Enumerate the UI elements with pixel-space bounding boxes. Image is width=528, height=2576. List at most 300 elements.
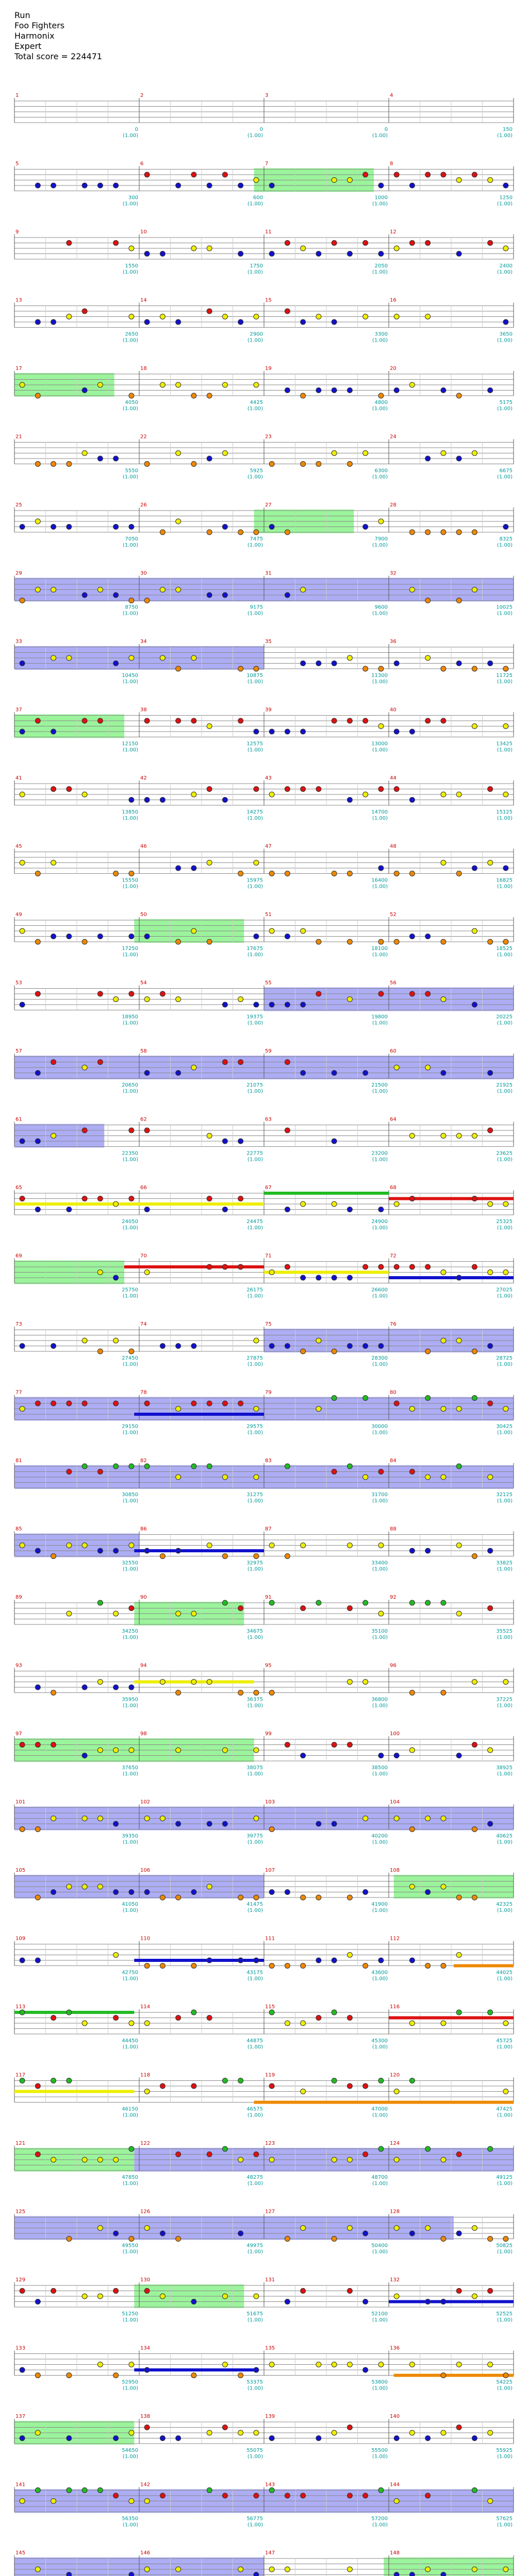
note-gem [456,871,461,876]
note-gem [67,787,72,792]
measure-multiplier: (1.00) [247,543,263,548]
measure-multiplier: (1.00) [497,611,513,617]
note-gem [347,798,352,803]
note-gem [456,1464,461,1469]
note-gem [254,2493,259,2498]
note-gem [363,1396,368,1401]
measure-score: 47000 [371,2106,388,2112]
measure-number: 40 [390,707,397,713]
note-gem [176,1748,181,1753]
measure-multiplier: (1.00) [247,2385,263,2392]
note-gem [113,1953,119,1958]
measure-number: 36 [390,639,397,645]
note-gem [378,666,384,671]
note-gem [238,1895,243,1900]
note-gem [113,1464,119,1469]
note-gem [409,1827,415,1832]
note-gem [441,2236,446,2242]
measure-score: 20650 [122,1082,138,1088]
measure-number: 35 [265,639,272,645]
note-gem [456,2231,461,2236]
note-gem [35,1139,40,1144]
note-gem [503,319,508,325]
note-gem [425,655,431,660]
note-gem [176,2567,181,2572]
note-gem [472,2226,477,2231]
note-gem [363,666,368,671]
note-gem [332,178,337,183]
note-gem [316,939,321,944]
note-gem [160,382,165,387]
note-gem [207,1884,212,1889]
measure-score: 53800 [371,2379,388,2385]
measure-score: 18525 [496,946,513,952]
measure-multiplier: (1.00) [122,2522,138,2528]
measure-multiplier: (1.00) [497,1498,513,1504]
note-gem [347,178,352,183]
note-gem [254,314,259,319]
note-gem [363,524,368,530]
note-gem [347,939,352,944]
measure-score: 41475 [246,1902,263,1907]
note-gem [269,1344,274,1349]
note-gem [35,587,40,592]
note-gem [238,871,243,876]
note-gem [332,388,337,393]
measure-score: 7050 [125,536,138,542]
measure-score: 45725 [496,2038,513,2044]
measure-number: 134 [140,2345,151,2351]
measure-score: 43175 [246,1970,263,1976]
note-gem [113,2157,119,2162]
measure-multiplier: (1.00) [497,1908,513,1913]
note-gem [160,530,165,535]
note-gem [129,2362,134,2367]
note-gem [378,1469,384,1475]
note-gem [20,2436,25,2441]
measure-score: 47425 [496,2106,513,2112]
note-gem [191,2373,196,2378]
note-gem [488,1344,493,1349]
note-gem [238,666,243,671]
note-gem [378,2078,384,2083]
measure-number: 118 [140,2072,151,2078]
note-gem [316,1600,321,1605]
note-gem [441,1338,446,1343]
measure-score: 4050 [125,400,138,405]
measure-multiplier: (1.00) [247,1908,263,1913]
note-gem [332,2078,337,2083]
measure-score: 26175 [246,1287,263,1293]
measure-multiplier: (1.00) [122,747,138,753]
measure-score: 51250 [122,2311,138,2317]
note-gem [301,1753,306,1758]
note-gem [285,1207,290,1212]
note-gem [456,1338,461,1343]
note-gem [144,1071,150,1076]
note-gem [503,666,508,671]
note-gem [378,1611,384,1616]
note-gem [472,2294,477,2299]
note-gem [441,2572,446,2576]
measure-score: 16825 [496,877,513,884]
measure-number: 57 [15,1048,22,1054]
note-gem [82,792,87,797]
measure-score: 13000 [371,741,388,747]
measure-number: 105 [15,1868,26,1873]
measure-number: 87 [265,1526,272,1532]
note-gem [378,251,384,257]
note-gem [160,1344,165,1349]
sustain-tail [389,1197,514,1200]
measure-number: 20 [390,366,397,371]
note-gem [363,2493,368,2498]
note-gem [332,2010,337,2015]
measure-multiplier: (1.00) [247,1703,263,1709]
note-gem [191,1611,196,1616]
note-gem [285,787,290,792]
measure-multiplier: (1.00) [122,1157,138,1163]
measure-score: 45300 [371,2038,388,2044]
note-gem [113,661,119,666]
note-gem [144,2289,150,2294]
note-gem [472,2488,477,2493]
note-gem [409,382,415,387]
measure-score: 20225 [496,1014,513,1020]
sustain-tail [14,1202,264,1206]
note-gem [394,2226,399,2231]
measure-score: 33825 [496,1560,513,1566]
note-gem [347,462,352,467]
note-gem [254,1690,259,1696]
measure-score: 24475 [246,1219,263,1225]
measure-number: 111 [265,1936,275,1942]
measure-multiplier: (1.00) [372,1430,388,1436]
note-gem [51,1742,56,1748]
measure-number: 98 [140,1731,147,1737]
measure-number: 148 [390,2550,400,2556]
measure-number: 2 [140,93,144,98]
measure-multiplier: (1.00) [247,1430,263,1436]
note-gem [301,2089,306,2094]
note-gem [488,388,493,393]
measure-score: 23625 [496,1150,513,1157]
note-gem [425,1548,431,1553]
measure-score: 25325 [496,1219,513,1225]
note-gem [503,1201,508,1207]
note-gem [113,1611,119,1616]
note-gem [488,661,493,666]
measure-multiplier: (1.00) [247,1566,263,1572]
measure-score: 49550 [122,2243,138,2249]
note-gem [301,2289,306,2294]
note-gem [82,1464,87,1469]
note-gem [301,661,306,666]
note-gem [425,241,431,246]
measure-score: 32975 [246,1560,263,1566]
measure-score: 32550 [122,1560,138,1566]
note-gem [363,2299,368,2304]
note-gem [409,530,415,535]
note-gem [51,462,56,467]
note-gem [332,2157,337,2162]
note-gem [409,1469,415,1475]
measure-number: 86 [140,1526,147,1532]
measure-score: 40200 [371,1833,388,1839]
note-gem [347,718,352,723]
note-gem [301,246,306,251]
measure-score: 29150 [122,1423,138,1430]
note-gem [456,792,461,797]
measure-score: 150 [502,127,513,132]
note-gem [113,1748,119,1753]
measure-score: 600 [253,195,263,201]
note-gem [441,1406,446,1412]
note-gem [144,319,150,325]
note-gem [254,1816,259,1821]
note-gem [269,1600,274,1605]
note-gem [97,456,103,461]
note-gem [394,314,399,319]
note-gem [441,1270,446,1275]
note-gem [269,2362,274,2367]
note-gem [82,451,87,456]
measure-score: 7900 [374,536,388,542]
note-gem [222,1060,227,1065]
measure-multiplier: (1.00) [372,1362,388,1367]
note-gem [207,530,212,535]
note-gem [129,393,134,398]
note-gem [441,1071,446,1076]
measure-multiplier: (1.00) [247,1089,263,1094]
measure-multiplier: (1.00) [372,747,388,753]
measure-multiplier: (1.00) [372,1293,388,1299]
note-gem [472,1396,477,1401]
note-gem [441,451,446,456]
measure-number: 60 [390,1048,397,1054]
measure-number: 17 [15,366,22,371]
note-gem [332,2430,337,2435]
measure-multiplier: (1.00) [247,816,263,821]
note-gem [269,2083,274,2089]
note-gem [144,1401,150,1406]
measure-number: 116 [390,2004,400,2010]
note-gem [269,462,274,467]
note-gem [301,587,306,592]
note-gem [488,1128,493,1133]
note-gem [472,530,477,535]
note-gem [82,592,87,598]
measure-number: 66 [140,1185,147,1191]
note-gem [176,1071,181,1076]
note-gem [394,172,399,177]
note-gem [51,860,56,866]
note-gem [254,934,259,939]
measure-score: 5925 [250,468,263,474]
note-gem [67,2078,72,2083]
measure-multiplier: (1.00) [122,133,138,139]
sustain-tail [389,1276,514,1279]
note-gem [67,2436,72,2441]
measure-score: 31275 [246,1492,263,1498]
measure-multiplier: (1.00) [497,406,513,412]
note-gem [222,1554,227,1559]
note-gem [503,1270,508,1275]
note-gem [97,718,103,723]
note-gem [222,172,227,177]
measure-multiplier: (1.00) [122,1225,138,1231]
note-gem [472,1002,477,1007]
note-gem [113,1201,119,1207]
note-gem [51,655,56,660]
measure-number: 56 [390,980,397,986]
measure-score: 31700 [371,1492,388,1498]
measure-score: 1000 [374,195,388,201]
measure-score: 36375 [246,1697,263,1703]
note-gem [238,1196,243,1201]
note-gem [51,1890,56,1895]
note-gem [332,2362,337,2367]
note-gem [347,1895,352,1900]
note-gem [82,1065,87,1070]
note-gem [129,2572,134,2576]
note-gem [20,2367,25,2372]
sustain-tail [134,1413,264,1416]
note-gem [144,1128,150,1133]
measure-number: 3 [265,93,269,98]
note-gem [409,183,415,188]
note-gem [82,1753,87,1758]
measure-score: 30850 [122,1492,138,1498]
measure-number: 42 [140,775,147,781]
note-gem [285,1344,290,1349]
note-gem [316,251,321,257]
measure-number: 119 [265,2072,275,2078]
note-gem [472,866,477,871]
note-gem [113,2373,119,2378]
note-gem [129,2430,134,2435]
note-gem [301,787,306,792]
note-gem [472,2567,477,2572]
note-gem [20,1344,25,1349]
note-gem [456,1133,461,1139]
measure-score: 39775 [246,1833,263,1839]
note-gem [129,798,134,803]
note-gem [425,2436,431,2441]
note-gem [35,2430,40,2435]
measure-score: 10875 [246,673,263,679]
measure-number: 102 [140,1799,151,1805]
measure-score: 46150 [122,2106,138,2112]
note-gem [144,2567,150,2572]
note-gem [503,1406,508,1412]
note-gem [441,860,446,866]
measure-number: 70 [140,1253,147,1259]
note-gem [488,2499,493,2504]
note-gem [285,1963,290,1969]
note-gem [20,1002,25,1007]
note-gem [238,1690,243,1696]
note-gem [67,314,72,319]
note-gem [472,1680,477,1685]
note-gem [363,1475,368,1480]
sustain-tail [394,2374,514,2377]
note-gem [20,1406,25,1412]
note-gem [441,792,446,797]
note-gem [472,1827,477,1832]
note-gem [97,1060,103,1065]
measure-number: 68 [390,1185,397,1191]
measure-multiplier: (1.00) [372,1908,388,1913]
note-gem [394,1753,399,1758]
measure-multiplier: (1.00) [497,1635,513,1640]
note-gem [144,462,150,467]
note-gem [176,1406,181,1412]
note-gem [35,1207,40,1212]
note-gem [35,718,40,723]
measure-score: 52100 [371,2311,388,2317]
measure-number: 84 [390,1458,397,1464]
measure-score: 27875 [246,1355,263,1361]
measure-score: 10450 [122,673,138,679]
measure-multiplier: (1.00) [497,201,513,207]
note-gem [51,2078,56,2083]
measure-score: 2050 [374,263,388,269]
note-gem [222,1748,227,1753]
note-gem [20,382,25,387]
note-gem [97,1600,103,1605]
note-gem [129,2021,134,2026]
measure-multiplier: (1.00) [497,747,513,753]
measure-number: 142 [140,2482,151,2488]
measure-number: 30 [140,570,147,577]
measure-score: 55075 [246,2448,263,2453]
note-gem [472,666,477,671]
measure-number: 8 [390,161,393,167]
note-gem [425,598,431,603]
chart-instrument: Harmonix [14,31,55,41]
note-gem [254,1895,259,1900]
measure-multiplier: (1.00) [372,269,388,275]
measure-multiplier: (1.00) [497,2454,513,2460]
note-gem [254,787,259,792]
note-gem [394,246,399,251]
note-gem [144,1270,150,1275]
measure-number: 139 [265,2414,275,2419]
note-gem [222,2078,227,2083]
note-gem [347,1742,352,1748]
measure-score: 23200 [371,1150,388,1157]
note-gem [222,2425,227,2430]
note-gem [238,1958,243,1963]
note-gem [97,1196,103,1201]
note-gem [347,1464,352,1469]
note-gem [238,2373,243,2378]
note-gem [285,1554,290,1559]
measure-number: 145 [15,2550,26,2556]
measure-multiplier: (1.00) [122,1908,138,1913]
note-gem [409,1600,415,1605]
note-gem [51,1133,56,1139]
note-gem [332,661,337,666]
note-gem [207,1464,212,1469]
note-gem [409,1884,415,1889]
note-gem [269,1890,274,1895]
note-gem [347,1606,352,1611]
sustain-tail [134,1959,264,1962]
note-gem [456,661,461,666]
note-gem [378,787,384,792]
